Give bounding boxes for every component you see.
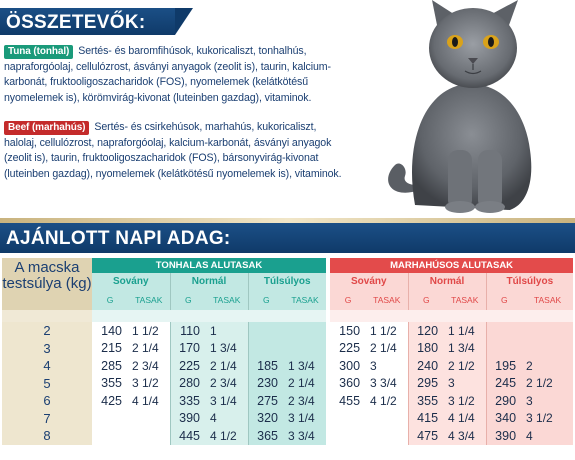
grams-cell: 290 xyxy=(486,392,522,410)
pouch-cell xyxy=(366,410,408,428)
unit-tasak: TASAK xyxy=(128,290,170,310)
grams-cell: 335 xyxy=(170,392,206,410)
grams-cell: 185 xyxy=(248,357,284,375)
pouch-cell: 4 1/4 xyxy=(128,392,170,410)
section-header-daily-portion xyxy=(0,223,575,253)
grams-cell: 390 xyxy=(170,410,206,428)
pouch-cell: 3 xyxy=(522,392,573,410)
ingredient-paragraph-beef xyxy=(4,120,350,182)
pouch-cell: 1 xyxy=(206,322,248,340)
ingredient-text: Sertés- és csirkehúsok, marhahús, kukoricaliszt, halolaj, cellulózrost, napraforgóolaj, kalcium-karbonát, ásványi anyagok (zeolit is), taurin, fruktooligoszacharidok (FOS), bársonyvirág-kivonat (luteinben gazdag), nyomelemek (kelátkötésű nyomelemek is), vitaminok. xyxy=(4,121,342,180)
pouch-cell: 4 1/2 xyxy=(366,392,408,410)
pouch-cell: 3 1/2 xyxy=(444,392,486,410)
grams-cell: 300 xyxy=(330,357,366,375)
pouch-cell xyxy=(128,427,170,445)
grams-cell: 240 xyxy=(408,357,444,375)
group-header-tuna: TONHALAS ALUTASAK xyxy=(92,258,326,273)
sub-header-lean: Sovány xyxy=(330,273,408,290)
grams-cell: 180 xyxy=(408,340,444,358)
pouch-cell: 4 3/4 xyxy=(444,427,486,445)
unit-g: G xyxy=(408,290,444,310)
unit-tasak: TASAK xyxy=(522,290,573,310)
sub-header-normal: Normál xyxy=(170,273,248,290)
unit-tasak: TASAK xyxy=(284,290,326,310)
unit-tasak: TASAK xyxy=(206,290,248,310)
pouch-cell: 3 3/4 xyxy=(366,375,408,393)
pouch-cell: 4 xyxy=(206,410,248,428)
pouch-cell: 1 1/2 xyxy=(128,322,170,340)
grams-cell: 120 xyxy=(408,322,444,340)
grams-cell xyxy=(92,427,128,445)
grams-cell xyxy=(248,340,284,358)
unit-g: G xyxy=(248,290,284,310)
pouch-cell: 1 3/4 xyxy=(284,357,326,375)
grams-cell: 475 xyxy=(408,427,444,445)
weight-cell: 8 xyxy=(2,427,92,445)
pouch-cell: 1 3/4 xyxy=(206,340,248,358)
table-row xyxy=(2,340,573,358)
grams-cell: 285 xyxy=(92,357,128,375)
table-row xyxy=(2,427,573,445)
grams-cell: 110 xyxy=(170,322,206,340)
pouch-cell: 2 1/2 xyxy=(522,375,573,393)
section-title: ÖSSZETEVŐK: xyxy=(6,12,146,33)
pouch-cell: 2 3/4 xyxy=(206,375,248,393)
table-row xyxy=(2,410,573,428)
grams-cell: 425 xyxy=(92,392,128,410)
weight-cell: 3 xyxy=(2,340,92,358)
grams-cell xyxy=(486,340,522,358)
pouch-cell: 1 3/4 xyxy=(444,340,486,358)
section-header-ingredients xyxy=(0,8,175,35)
pouch-cell: 2 1/4 xyxy=(206,357,248,375)
table-row xyxy=(2,392,573,410)
flavor-tag-tuna: Tuna (tonhal) xyxy=(4,45,73,59)
table-row xyxy=(2,322,573,340)
group-header-beef: MARHAHÚSOS ALUTASAK xyxy=(330,258,573,273)
grams-cell: 355 xyxy=(408,392,444,410)
pouch-cell: 3 xyxy=(366,357,408,375)
unit-g: G xyxy=(486,290,522,310)
pouch-cell: 2 xyxy=(522,357,573,375)
grams-cell: 140 xyxy=(92,322,128,340)
pouch-cell: 2 1/2 xyxy=(444,357,486,375)
pouch-cell: 3 1/4 xyxy=(206,392,248,410)
grams-cell: 355 xyxy=(92,375,128,393)
pouch-cell: 1 1/4 xyxy=(444,322,486,340)
pouch-cell xyxy=(284,340,326,358)
unit-g: G xyxy=(92,290,128,310)
weight-cell: 2 xyxy=(2,322,92,340)
pouch-cell: 2 3/4 xyxy=(284,392,326,410)
pouch-cell: 2 1/4 xyxy=(284,375,326,393)
grams-cell: 225 xyxy=(330,340,366,358)
grams-cell: 455 xyxy=(330,392,366,410)
cat-photo xyxy=(360,0,575,218)
table-row xyxy=(2,375,573,393)
pouch-cell: 2 1/4 xyxy=(366,340,408,358)
pouch-cell: 4 xyxy=(522,427,573,445)
pouch-cell: 3 1/2 xyxy=(522,410,573,428)
weight-cell: 6 xyxy=(2,392,92,410)
grams-cell: 275 xyxy=(248,392,284,410)
pouch-cell xyxy=(522,322,573,340)
pouch-cell: 3 1/4 xyxy=(284,410,326,428)
sub-header-normal: Normál xyxy=(408,273,486,290)
flavor-tag-beef: Beef (marhahús) xyxy=(4,121,89,135)
pouch-cell: 4 1/2 xyxy=(206,427,248,445)
grams-cell: 215 xyxy=(92,340,128,358)
grams-cell: 245 xyxy=(486,375,522,393)
grams-cell: 360 xyxy=(330,375,366,393)
grams-cell: 295 xyxy=(408,375,444,393)
grams-cell: 320 xyxy=(248,410,284,428)
section-title: AJÁNLOTT NAPI ADAG: xyxy=(6,228,231,249)
weight-cell: 7 xyxy=(2,410,92,428)
pouch-cell: 3 xyxy=(444,375,486,393)
pouch-cell xyxy=(128,410,170,428)
grams-cell: 280 xyxy=(170,375,206,393)
grams-cell: 230 xyxy=(248,375,284,393)
weight-header: A macska testsúlya (kg) xyxy=(2,258,92,310)
grams-cell: 195 xyxy=(486,357,522,375)
grams-cell: 225 xyxy=(170,357,206,375)
pouch-cell xyxy=(284,322,326,340)
ingredient-text: Sertés- és baromfihúsok, kukoricaliszt, tonhalhús, napraforgóolaj, cellulózrost, ásványi anyagok (zeolit is), taurin, kalcium-karbonát, fruktooligoszacharidok (FOS), nyomelemek (kelátkötésű nyomelemek is), körömvirág-kivonat (luteinben gazdag), vitaminok. xyxy=(4,45,331,104)
feeding-table xyxy=(2,258,573,445)
grams-cell: 445 xyxy=(170,427,206,445)
grams-cell: 415 xyxy=(408,410,444,428)
grams-cell: 340 xyxy=(486,410,522,428)
grams-cell xyxy=(486,322,522,340)
grams-cell xyxy=(248,322,284,340)
weight-cell: 5 xyxy=(2,375,92,393)
grams-cell: 390 xyxy=(486,427,522,445)
weight-cell: 4 xyxy=(2,357,92,375)
pouch-cell: 2 3/4 xyxy=(128,357,170,375)
sub-header-overweight: Túlsúlyos xyxy=(486,273,573,290)
grams-cell: 150 xyxy=(330,322,366,340)
pouch-cell xyxy=(366,427,408,445)
table-row xyxy=(2,357,573,375)
grams-cell: 170 xyxy=(170,340,206,358)
pouch-cell: 2 1/4 xyxy=(128,340,170,358)
grams-cell xyxy=(330,410,366,428)
pouch-cell: 3 3/4 xyxy=(284,427,326,445)
sub-header-lean: Sovány xyxy=(92,273,170,290)
pouch-cell xyxy=(522,340,573,358)
grams-cell xyxy=(92,410,128,428)
sub-header-overweight: Túlsúlyos xyxy=(248,273,326,290)
unit-tasak: TASAK xyxy=(444,290,486,310)
unit-g: G xyxy=(170,290,206,310)
unit-tasak: TASAK xyxy=(366,290,408,310)
pouch-cell: 1 1/2 xyxy=(366,322,408,340)
grams-cell xyxy=(330,427,366,445)
unit-g: G xyxy=(330,290,366,310)
pouch-cell: 3 1/2 xyxy=(128,375,170,393)
grams-cell: 365 xyxy=(248,427,284,445)
ingredient-paragraph-tuna xyxy=(4,44,350,106)
pouch-cell: 4 1/4 xyxy=(444,410,486,428)
